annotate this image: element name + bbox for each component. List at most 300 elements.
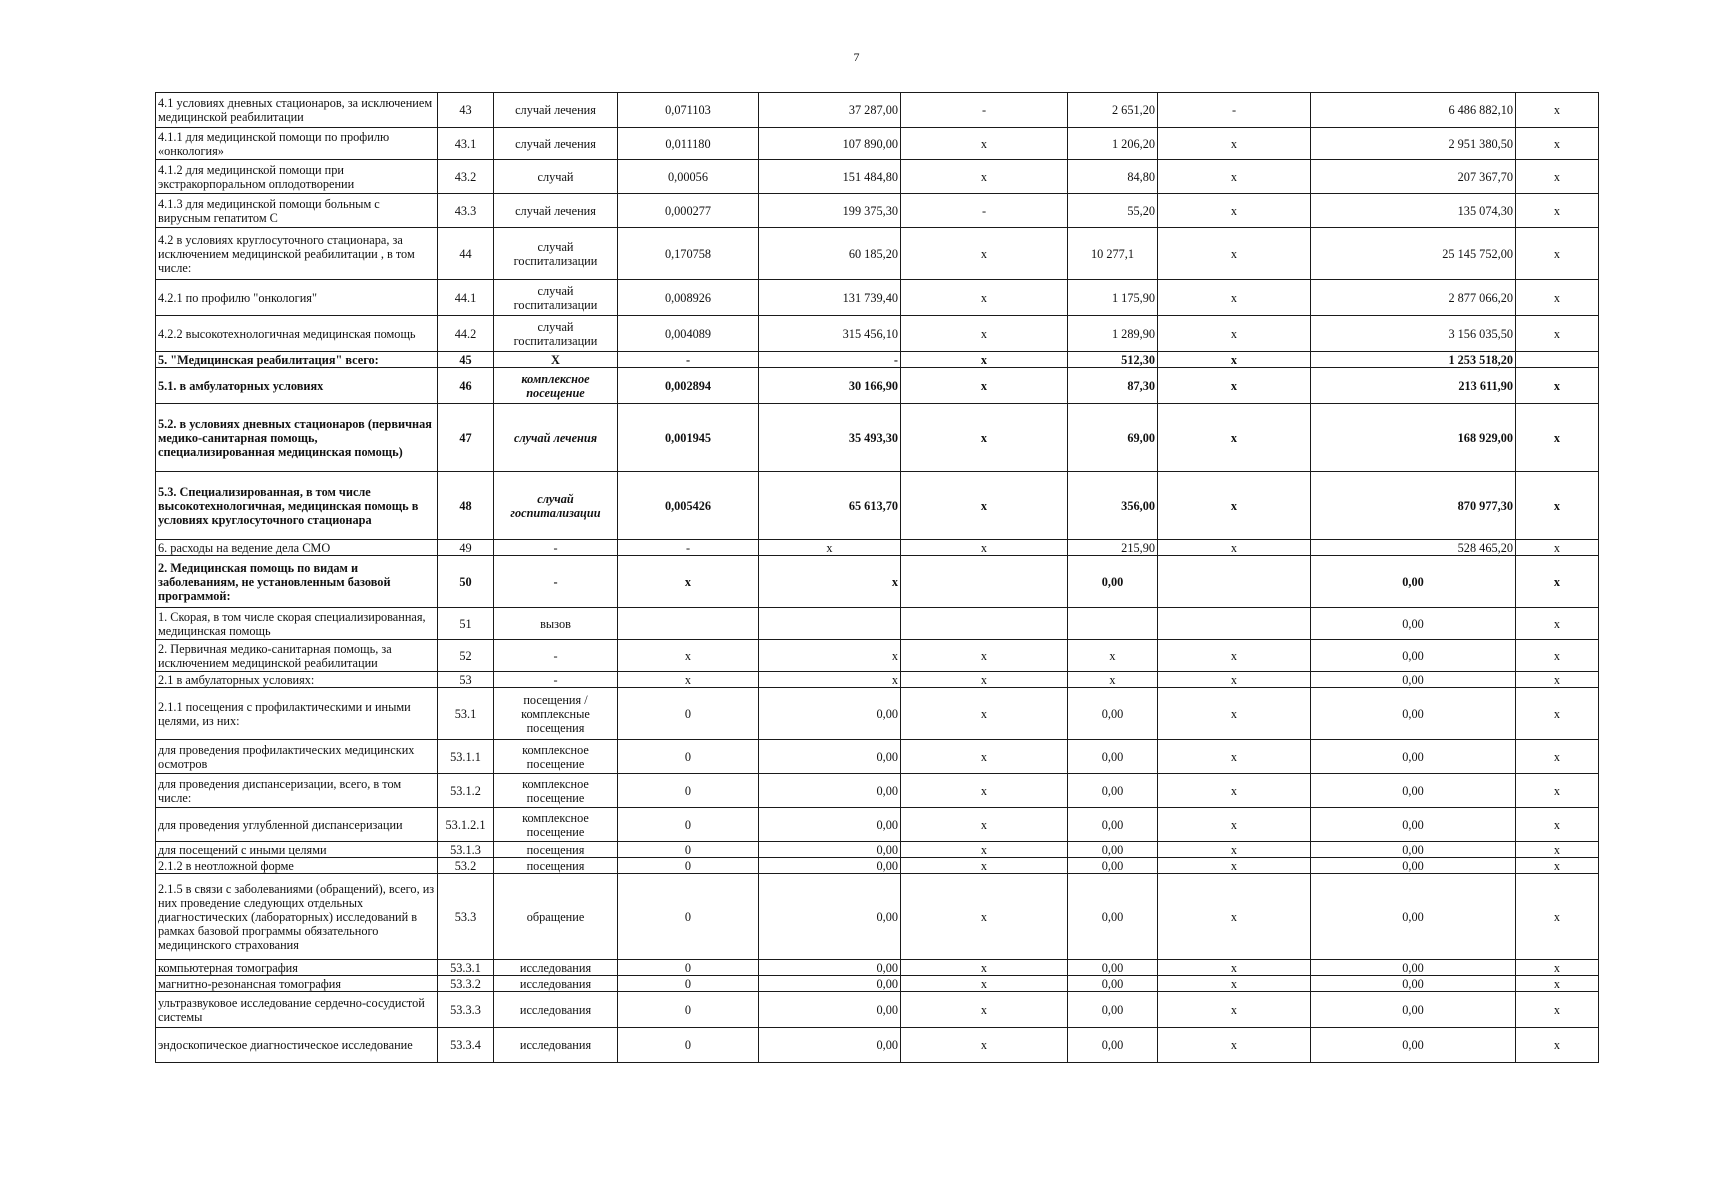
row-budget-per-capita-cell: x [901,740,1068,774]
row-budget-per-capita-cell: x [901,1028,1068,1063]
row-cost-cell: 0,00 [759,1028,901,1063]
row-share-cell: x [1516,874,1599,960]
row-name-cell: 4.1 условиях дневных стационаров, за исключением медицинской реабилитации [156,93,438,128]
table-row [156,774,1599,808]
row-rate-cell: 0,170758 [618,228,759,280]
row-code-cell: 47 [438,404,494,472]
row-oms-per-capita-cell: 0,00 [1068,774,1158,808]
row-budget-per-capita-cell [901,608,1068,640]
row-share-cell: x [1516,194,1599,228]
row-oms-per-capita-cell: 10 277,1 [1068,228,1158,280]
row-cost-cell [759,608,901,640]
row-budget-per-capita-cell: x [901,672,1068,688]
row-name-cell: 2.1.1 посещения с профилактическими и иными целями, из них: [156,688,438,740]
row-rate-cell: 0 [618,740,759,774]
row-cost-cell: 199 375,30 [759,194,901,228]
row-oms-per-capita-cell: 55,20 [1068,194,1158,228]
row-unit-cell: случай лечения [494,93,618,128]
row-budget-per-capita-cell: x [901,160,1068,194]
row-unit-cell: комплексное посещение [494,774,618,808]
row-name-cell: для проведения диспансеризации, всего, в том числе: [156,774,438,808]
row-oms-total-cell: 3 156 035,50 [1311,316,1516,352]
row-share-cell: x [1516,672,1599,688]
row-oms-per-capita-cell: 0,00 [1068,842,1158,858]
row-cost-cell: 0,00 [759,874,901,960]
row-share-cell: x [1516,472,1599,540]
row-share-cell: x [1516,280,1599,316]
row-name-cell: 5.3. Специализированная, в том числе высокотехнологичная, медицинская помощь в условиях круглосуточного стационара [156,472,438,540]
row-budget-per-capita-cell: x [901,128,1068,160]
row-share-cell: x [1516,740,1599,774]
row-code-cell: 53.1.2 [438,774,494,808]
row-budget-per-capita-cell: - [901,194,1068,228]
row-budget-per-capita-cell: x [901,874,1068,960]
row-name-cell: 2. Медицинская помощь по видам и заболеваниям, не установленным базовой программой: [156,556,438,608]
row-code-cell: 53.1.3 [438,842,494,858]
row-cost-cell: 0,00 [759,858,901,874]
row-oms-per-capita-cell: 0,00 [1068,1028,1158,1063]
row-oms-total-cell: 1 253 518,20 [1311,352,1516,368]
row-budget-per-capita-cell: x [901,540,1068,556]
row-oms-total-cell: 0,00 [1311,688,1516,740]
table-row [156,316,1599,352]
row-code-cell: 44.1 [438,280,494,316]
row-budget-total-cell: x [1158,404,1311,472]
row-rate-cell: 0 [618,858,759,874]
row-code-cell: 45 [438,352,494,368]
table-row [156,368,1599,404]
row-rate-cell: x [618,640,759,672]
row-unit-cell: случай госпитализации [494,316,618,352]
row-oms-per-capita-cell: 215,90 [1068,540,1158,556]
row-share-cell: x [1516,774,1599,808]
row-rate-cell: x [618,556,759,608]
row-budget-per-capita-cell [901,556,1068,608]
row-name-cell: эндоскопическое диагностическое исследование [156,1028,438,1063]
row-oms-total-cell: 135 074,30 [1311,194,1516,228]
row-cost-cell: 65 613,70 [759,472,901,540]
row-cost-cell: 37 287,00 [759,93,901,128]
row-unit-cell: случай лечения [494,194,618,228]
row-name-cell: 5. "Медицинская реабилитация" всего: [156,352,438,368]
row-rate-cell: 0 [618,774,759,808]
row-budget-per-capita-cell: x [901,858,1068,874]
row-share-cell: x [1516,228,1599,280]
row-oms-per-capita-cell: 0,00 [1068,808,1158,842]
row-unit-cell: случай лечения [494,128,618,160]
row-unit-cell: случай лечения [494,404,618,472]
row-oms-total-cell: 0,00 [1311,740,1516,774]
row-unit-cell: - [494,640,618,672]
row-budget-per-capita-cell: x [901,842,1068,858]
row-budget-total-cell: x [1158,774,1311,808]
row-unit-cell: исследования [494,976,618,992]
row-share-cell: x [1516,858,1599,874]
row-oms-total-cell: 0,00 [1311,874,1516,960]
row-oms-total-cell: 0,00 [1311,960,1516,976]
table-row [156,1028,1599,1063]
row-budget-total-cell: x [1158,194,1311,228]
row-oms-total-cell: 0,00 [1311,808,1516,842]
row-name-cell: 6. расходы на ведение дела СМО [156,540,438,556]
row-budget-per-capita-cell: - [901,93,1068,128]
table-row [156,556,1599,608]
row-oms-total-cell: 528 465,20 [1311,540,1516,556]
row-name-cell: 4.2.2 высокотехнологичная медицинская помощь [156,316,438,352]
table-row [156,128,1599,160]
row-oms-total-cell: 168 929,00 [1311,404,1516,472]
row-code-cell: 53 [438,672,494,688]
row-rate-cell: 0,004089 [618,316,759,352]
row-oms-per-capita-cell: 0,00 [1068,556,1158,608]
row-cost-cell: 0,00 [759,740,901,774]
row-oms-per-capita-cell: 0,00 [1068,688,1158,740]
row-rate-cell: 0 [618,688,759,740]
row-name-cell: 2. Первичная медико-санитарная помощь, за исключением медицинской реабилитации [156,640,438,672]
row-oms-per-capita-cell: 0,00 [1068,874,1158,960]
row-cost-cell: 0,00 [759,808,901,842]
row-code-cell: 44 [438,228,494,280]
row-budget-total-cell: x [1158,842,1311,858]
row-oms-total-cell: 6 486 882,10 [1311,93,1516,128]
row-code-cell: 49 [438,540,494,556]
row-oms-per-capita-cell: 0,00 [1068,960,1158,976]
row-budget-total-cell: x [1158,1028,1311,1063]
row-oms-per-capita-cell: x [1068,672,1158,688]
row-oms-total-cell: 2 877 066,20 [1311,280,1516,316]
row-name-cell: 4.2 в условиях круглосуточного стационара, за исключением медицинской реабилитации , в том числе: [156,228,438,280]
row-rate-cell: 0 [618,976,759,992]
row-unit-cell: посещения [494,842,618,858]
row-oms-total-cell: 0,00 [1311,672,1516,688]
row-budget-total-cell [1158,608,1311,640]
row-budget-per-capita-cell: x [901,404,1068,472]
table-row [156,874,1599,960]
row-budget-total-cell: x [1158,976,1311,992]
row-oms-per-capita-cell: 356,00 [1068,472,1158,540]
row-cost-cell: x [759,556,901,608]
row-cost-cell: - [759,352,901,368]
table-row [156,280,1599,316]
row-oms-per-capita-cell: 0,00 [1068,858,1158,874]
row-share-cell: x [1516,556,1599,608]
row-cost-cell: 131 739,40 [759,280,901,316]
row-share-cell: x [1516,976,1599,992]
row-oms-per-capita-cell [1068,608,1158,640]
table-row [156,960,1599,976]
row-rate-cell: x [618,672,759,688]
table-row [156,93,1599,128]
row-share-cell: x [1516,368,1599,404]
row-budget-per-capita-cell: x [901,688,1068,740]
row-budget-total-cell: x [1158,280,1311,316]
row-share-cell: x [1516,640,1599,672]
table-row [156,976,1599,992]
row-oms-total-cell: 0,00 [1311,842,1516,858]
row-rate-cell: - [618,540,759,556]
row-unit-cell: комплексное посещение [494,740,618,774]
row-code-cell: 44.2 [438,316,494,352]
row-budget-total-cell: x [1158,672,1311,688]
row-share-cell: x [1516,992,1599,1028]
row-name-cell: 4.1.2 для медицинской помощи при экстракорпоральном оплодотворении [156,160,438,194]
row-unit-cell: X [494,352,618,368]
row-oms-total-cell: 207 367,70 [1311,160,1516,194]
row-budget-total-cell: x [1158,992,1311,1028]
row-unit-cell: исследования [494,960,618,976]
row-cost-cell: x [759,640,901,672]
row-oms-total-cell: 0,00 [1311,774,1516,808]
table-row [156,842,1599,858]
row-unit-cell: - [494,540,618,556]
row-name-cell: для проведения профилактических медицинских осмотров [156,740,438,774]
table-row [156,608,1599,640]
row-unit-cell: посещения [494,858,618,874]
row-code-cell: 48 [438,472,494,540]
row-name-cell: 4.1.3 для медицинской помощи больным с вирусным гепатитом С [156,194,438,228]
row-unit-cell: вызов [494,608,618,640]
row-rate-cell: 0,000277 [618,194,759,228]
row-budget-per-capita-cell: x [901,316,1068,352]
row-name-cell: 4.2.1 по профилю "онкология" [156,280,438,316]
row-cost-cell: 0,00 [759,992,901,1028]
row-budget-per-capita-cell: x [901,280,1068,316]
row-budget-total-cell: x [1158,368,1311,404]
row-oms-per-capita-cell: 69,00 [1068,404,1158,472]
row-code-cell: 53.1.2.1 [438,808,494,842]
row-budget-total-cell: x [1158,874,1311,960]
row-unit-cell: случай госпитализации [494,472,618,540]
row-oms-total-cell: 2 951 380,50 [1311,128,1516,160]
table-body [156,93,1599,1063]
row-rate-cell: 0 [618,808,759,842]
row-budget-per-capita-cell: x [901,774,1068,808]
row-budget-per-capita-cell: x [901,352,1068,368]
row-budget-total-cell: - [1158,93,1311,128]
row-budget-per-capita-cell: x [901,808,1068,842]
row-oms-per-capita-cell: 512,30 [1068,352,1158,368]
row-cost-cell: 0,00 [759,976,901,992]
row-oms-per-capita-cell: 0,00 [1068,992,1158,1028]
table-row [156,858,1599,874]
row-rate-cell: 0 [618,992,759,1028]
row-cost-cell: 60 185,20 [759,228,901,280]
row-share-cell: x [1516,608,1599,640]
row-code-cell: 53.3.1 [438,960,494,976]
row-oms-total-cell: 0,00 [1311,1028,1516,1063]
row-cost-cell: 0,00 [759,842,901,858]
row-oms-total-cell: 0,00 [1311,556,1516,608]
table-row [156,992,1599,1028]
row-name-cell: магнитно-резонансная томография [156,976,438,992]
row-budget-total-cell: x [1158,228,1311,280]
row-share-cell: x [1516,688,1599,740]
row-oms-total-cell: 25 145 752,00 [1311,228,1516,280]
row-oms-per-capita-cell: 1 289,90 [1068,316,1158,352]
table-row [156,672,1599,688]
row-share-cell: x [1516,93,1599,128]
table-row [156,194,1599,228]
row-budget-total-cell: x [1158,640,1311,672]
row-share-cell: x [1516,1028,1599,1063]
row-cost-cell: 35 493,30 [759,404,901,472]
row-code-cell: 50 [438,556,494,608]
row-code-cell: 53.3.3 [438,992,494,1028]
row-code-cell: 53.1 [438,688,494,740]
row-rate-cell: 0 [618,960,759,976]
row-share-cell: x [1516,404,1599,472]
row-code-cell: 43.2 [438,160,494,194]
row-oms-per-capita-cell: 0,00 [1068,740,1158,774]
row-unit-cell: случай госпитализации [494,280,618,316]
row-budget-total-cell: x [1158,858,1311,874]
row-name-cell: 2.1.2 в неотложной форме [156,858,438,874]
row-oms-total-cell: 0,00 [1311,640,1516,672]
row-name-cell: для посещений с иными целями [156,842,438,858]
row-name-cell: 4.1.1 для медицинской помощи по профилю «онкология» [156,128,438,160]
row-oms-per-capita-cell: 2 651,20 [1068,93,1158,128]
row-budget-total-cell: x [1158,540,1311,556]
row-unit-cell: обращение [494,874,618,960]
row-budget-per-capita-cell: x [901,368,1068,404]
row-oms-total-cell: 870 977,30 [1311,472,1516,540]
row-name-cell: 2.1 в амбулаторных условиях: [156,672,438,688]
row-code-cell: 53.1.1 [438,740,494,774]
table-row [156,808,1599,842]
row-unit-cell: случай [494,160,618,194]
row-share-cell: x [1516,160,1599,194]
row-oms-total-cell: 0,00 [1311,608,1516,640]
row-cost-cell: 0,00 [759,688,901,740]
row-cost-cell: x [759,672,901,688]
table-row [156,688,1599,740]
row-cost-cell: 0,00 [759,774,901,808]
row-share-cell: x [1516,960,1599,976]
row-cost-cell: 151 484,80 [759,160,901,194]
row-cost-cell: 0,00 [759,960,901,976]
row-rate-cell: 0 [618,874,759,960]
row-name-cell: компьютерная томография [156,960,438,976]
row-code-cell: 53.2 [438,858,494,874]
row-unit-cell: исследования [494,1028,618,1063]
row-rate-cell: - [618,352,759,368]
row-rate-cell: 0,005426 [618,472,759,540]
row-budget-total-cell: x [1158,960,1311,976]
row-oms-per-capita-cell: 87,30 [1068,368,1158,404]
row-cost-cell: x [759,540,901,556]
row-budget-total-cell: x [1158,740,1311,774]
row-budget-per-capita-cell: x [901,960,1068,976]
row-budget-total-cell: x [1158,352,1311,368]
row-budget-total-cell [1158,556,1311,608]
row-oms-total-cell: 0,00 [1311,858,1516,874]
row-share-cell: x [1516,842,1599,858]
row-budget-per-capita-cell: x [901,228,1068,280]
row-name-cell: ультразвуковое исследование сердечно-сосудистой системы [156,992,438,1028]
table-row [156,540,1599,556]
row-rate-cell: 0,071103 [618,93,759,128]
row-code-cell: 43.1 [438,128,494,160]
row-rate-cell: 0,008926 [618,280,759,316]
row-rate-cell: 0,001945 [618,404,759,472]
row-cost-cell: 107 890,00 [759,128,901,160]
row-oms-per-capita-cell: 0,00 [1068,976,1158,992]
table-row [156,228,1599,280]
row-budget-per-capita-cell: x [901,992,1068,1028]
table-row [156,740,1599,774]
row-unit-cell: исследования [494,992,618,1028]
row-share-cell: x [1516,540,1599,556]
row-rate-cell: 0 [618,842,759,858]
row-name-cell: 2.1.5 в связи с заболеваниями (обращений), всего, из них проведение следующих отдельных диагностических (лабораторных) исследований в рамках базовой программы обязательного медицинского страхования [156,874,438,960]
row-oms-per-capita-cell: 84,80 [1068,160,1158,194]
row-oms-per-capita-cell: x [1068,640,1158,672]
row-name-cell: для проведения углубленной диспансеризации [156,808,438,842]
row-unit-cell: комплексное посещение [494,808,618,842]
row-share-cell [1516,352,1599,368]
row-code-cell: 52 [438,640,494,672]
row-unit-cell: посещения / комплексные посещения [494,688,618,740]
row-budget-total-cell: x [1158,316,1311,352]
row-oms-total-cell: 0,00 [1311,976,1516,992]
page-number: 7 [853,50,860,64]
normatives-table-wrap [155,92,1599,1063]
row-budget-per-capita-cell: x [901,976,1068,992]
row-code-cell: 53.3 [438,874,494,960]
row-unit-cell: - [494,672,618,688]
row-name-cell: 1. Скорая, в том числе скорая специализированная, медицинская помощь [156,608,438,640]
row-code-cell: 53.3.4 [438,1028,494,1063]
row-rate-cell: 0 [618,1028,759,1063]
row-code-cell: 43 [438,93,494,128]
table-row [156,160,1599,194]
row-cost-cell: 30 166,90 [759,368,901,404]
table-row [156,352,1599,368]
row-oms-total-cell: 213 611,90 [1311,368,1516,404]
row-rate-cell: 0,00056 [618,160,759,194]
row-share-cell: x [1516,808,1599,842]
table-row [156,640,1599,672]
row-code-cell: 46 [438,368,494,404]
row-cost-cell: 315 456,10 [759,316,901,352]
row-oms-total-cell: 0,00 [1311,992,1516,1028]
table-row [156,472,1599,540]
row-rate-cell [618,608,759,640]
row-budget-total-cell: x [1158,808,1311,842]
row-rate-cell: 0,002894 [618,368,759,404]
row-oms-per-capita-cell: 1 175,90 [1068,280,1158,316]
row-rate-cell: 0,011180 [618,128,759,160]
row-budget-per-capita-cell: x [901,640,1068,672]
row-oms-per-capita-cell: 1 206,20 [1068,128,1158,160]
normatives-table [155,92,1599,1063]
row-code-cell: 53.3.2 [438,976,494,992]
row-name-cell: 5.1. в амбулаторных условиях [156,368,438,404]
row-budget-total-cell: x [1158,472,1311,540]
row-unit-cell: случай госпитализации [494,228,618,280]
row-budget-total-cell: x [1158,688,1311,740]
table-row [156,404,1599,472]
row-code-cell: 51 [438,608,494,640]
row-unit-cell: - [494,556,618,608]
row-budget-total-cell: x [1158,128,1311,160]
row-budget-total-cell: x [1158,160,1311,194]
row-budget-per-capita-cell: x [901,472,1068,540]
row-code-cell: 43.3 [438,194,494,228]
row-name-cell: 5.2. в условиях дневных стационаров (первичная медико-санитарная помощь, специализированная медицинская помощь) [156,404,438,472]
row-unit-cell: комплексное посещение [494,368,618,404]
row-share-cell: x [1516,128,1599,160]
